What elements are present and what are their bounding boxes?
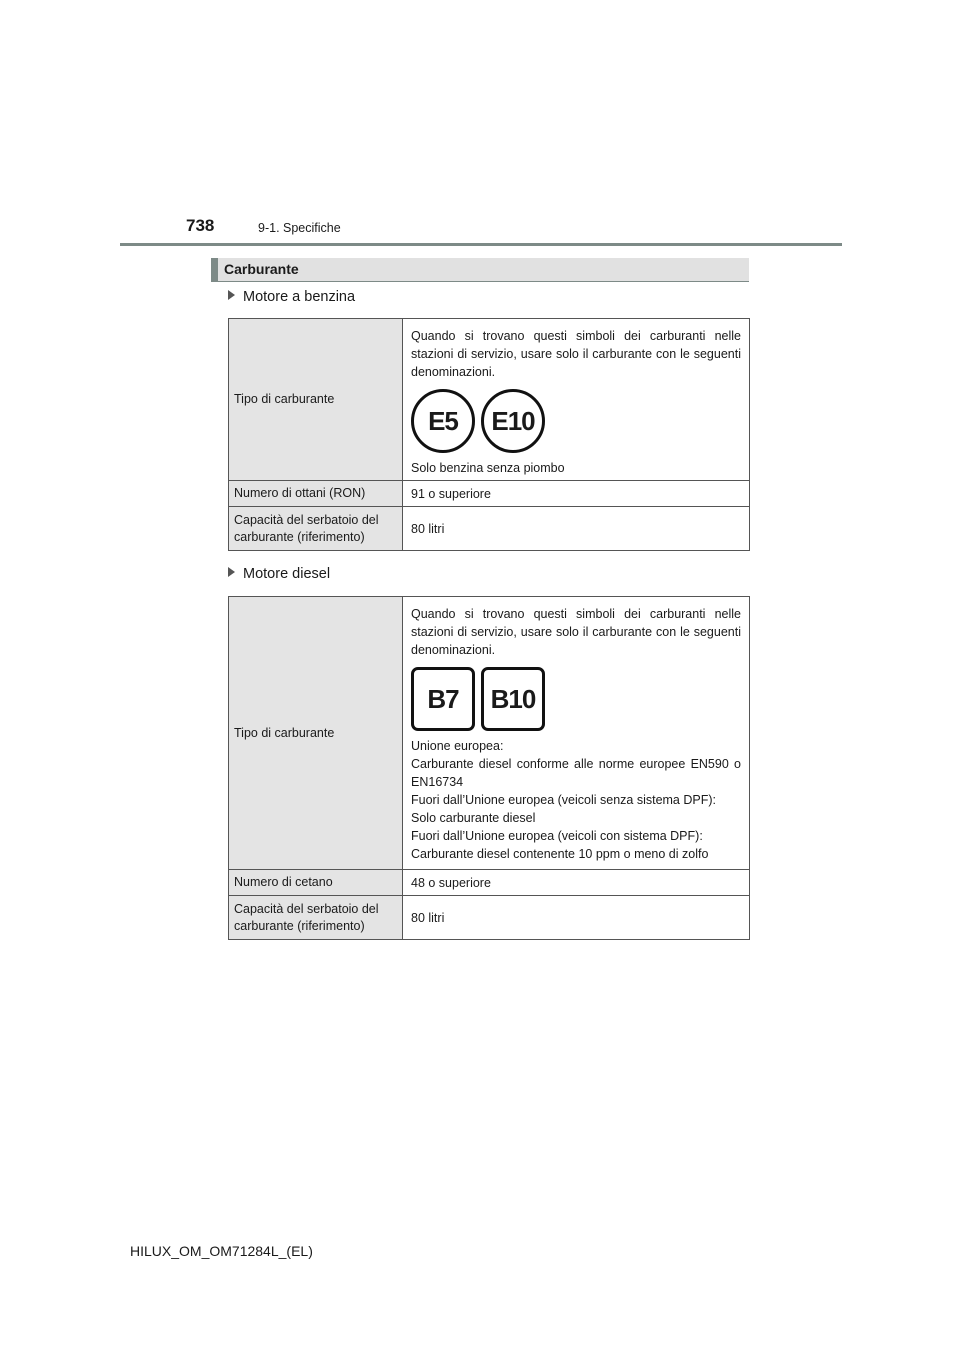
cetane-label: Numero di cetano — [229, 870, 403, 896]
fuel-type-label: Tipo di carburante — [229, 597, 403, 870]
e10-symbol-icon: E10 — [481, 389, 545, 453]
fuel-type-text: Quando si trovano questi simboli dei carburanti nelle stazioni di servizio, usare solo il carburante con le seguenti denominazioni. — [411, 329, 741, 379]
triangle-bullet-icon — [228, 290, 235, 300]
fuel-note: Fuori dall’Unione europea (veicoli senza sistema DPF): — [411, 793, 716, 807]
fuel-type-cell — [403, 319, 750, 481]
tank-capacity-value: 80 litri — [403, 896, 750, 940]
fuel-note: Carburante diesel conforme alle norme europee EN590 o EN16734 — [411, 757, 741, 789]
b10-symbol-icon: B10 — [481, 667, 545, 731]
fuel-note: Carburante diesel contenente 10 ppm o meno di zolfo — [411, 847, 709, 861]
section-label: 9-1. Specifiche — [258, 221, 341, 235]
tank-capacity-label-line: carburante (riferimento) — [234, 918, 365, 933]
table-row — [229, 481, 750, 507]
diesel-subheading-text: Motore diesel — [243, 566, 331, 582]
triangle-bullet-icon — [228, 567, 235, 577]
tank-capacity-value: 80 litri — [403, 507, 750, 551]
header-rule — [120, 243, 842, 246]
tank-capacity-label-line: carburante (riferimento) — [234, 529, 365, 544]
fuel-note: Fuori dall’Unione europea (veicoli con sistema DPF): — [411, 829, 703, 843]
fuel-type-note: Solo benzina senza piombo — [411, 461, 565, 475]
gasoline-subheading — [228, 289, 355, 305]
table-row — [229, 870, 750, 896]
octane-label: Numero di ottani (RON) — [229, 481, 403, 507]
table-row — [229, 319, 750, 481]
fuel-symbols — [411, 667, 741, 731]
tank-capacity-label-line: Capacità del serbatoio del — [234, 512, 379, 527]
fuel-symbols — [411, 389, 741, 453]
tank-capacity-label — [229, 507, 403, 551]
section-heading: Carburante — [211, 258, 749, 282]
table-row — [229, 597, 750, 870]
fuel-type-cell — [403, 597, 750, 870]
fuel-note: Solo carburante diesel — [411, 811, 536, 825]
document-footer: HILUX_OM_OM71284L_(EL) — [130, 1243, 313, 1259]
page-number: 738 — [186, 216, 215, 235]
diesel-subheading — [228, 566, 330, 582]
table-row — [229, 896, 750, 940]
table-row — [229, 507, 750, 551]
octane-value: 91 o superiore — [403, 481, 750, 507]
diesel-spec-table — [228, 596, 750, 940]
fuel-type-text: Quando si trovano questi simboli dei carburanti nelle stazioni di servizio, usare solo il carburante con le seguenti denominazioni. — [411, 607, 741, 657]
cetane-value: 48 o superiore — [403, 870, 750, 896]
e5-symbol-icon: E5 — [411, 389, 475, 453]
tank-capacity-label — [229, 896, 403, 940]
fuel-note: Unione europea: — [411, 739, 504, 753]
gasoline-subheading-text: Motore a benzina — [243, 289, 356, 305]
b7-symbol-icon: B7 — [411, 667, 475, 731]
fuel-type-label: Tipo di carburante — [229, 319, 403, 481]
gasoline-spec-table — [228, 318, 750, 551]
tank-capacity-label-line: Capacità del serbatoio del — [234, 901, 379, 916]
